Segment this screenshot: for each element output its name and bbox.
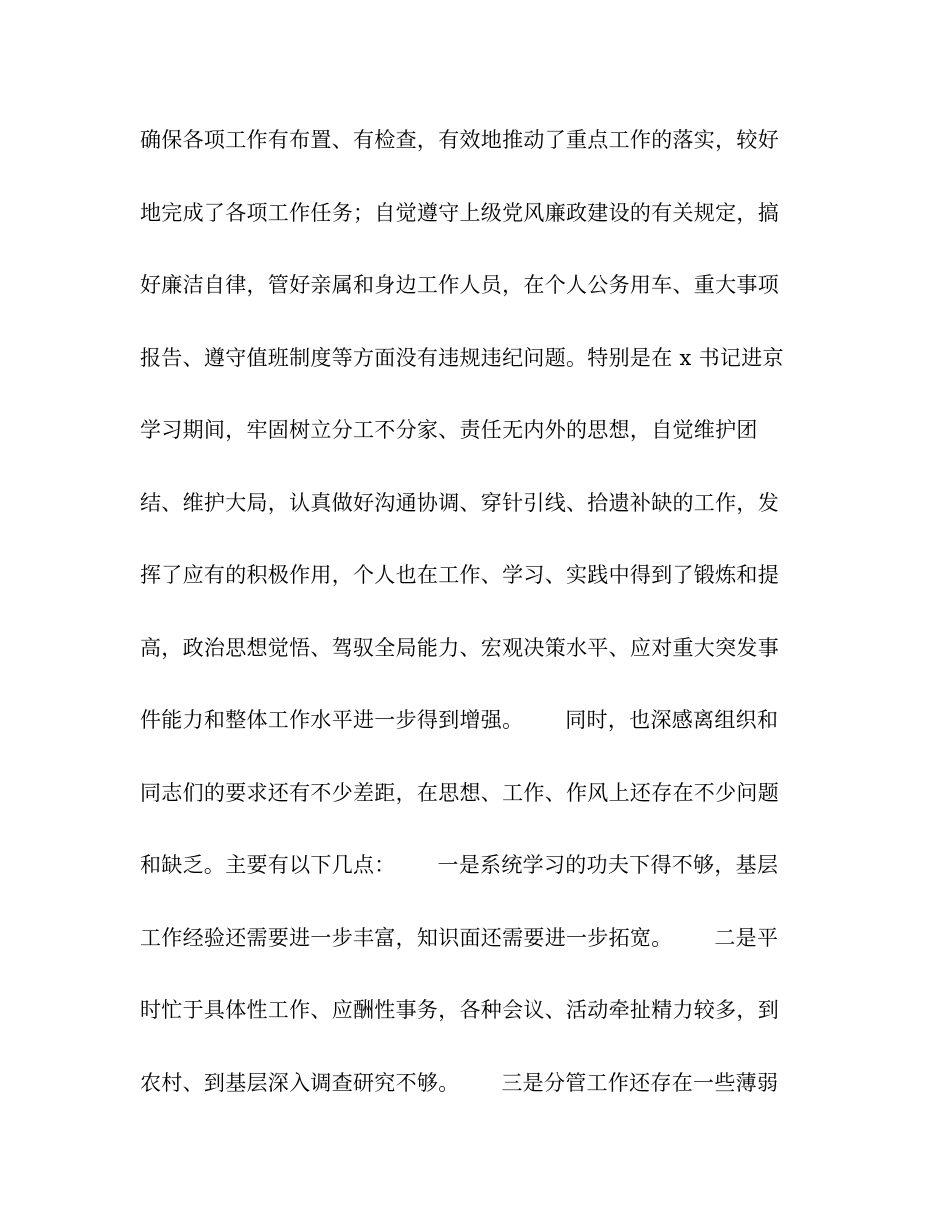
text-line: 地完成了各项工作任务；自觉遵守上级党风廉政建设的有关规定，搞 xyxy=(140,200,779,225)
text-line: 结、维护大局，认真做好沟通协调、穿针引线、拾遗补缺的工作，发 xyxy=(140,490,779,515)
text-line: 时忙于具体性工作、应酬性事务，各种会议、活动牵扯精力较多，到 xyxy=(140,998,779,1022)
text-line: 学习期间，牢固树立分工不分家、责任无内外的思想，自觉维护团 xyxy=(140,418,758,442)
text-line: 确保各项工作有布置、有检查，有效地推动了重点工作的落实，较好 xyxy=(140,128,779,152)
text-line: 农村、到基层深入调查研究不够。 三是分管工作还存在一些薄弱 xyxy=(140,1070,779,1095)
body-text xyxy=(140,118,800,1133)
text-line: 和缺乏。主要有以下几点： 一是系统学习的功夫下得不够，基层 xyxy=(140,853,779,877)
text-line: 高，政治思想觉悟、驾驭全局能力、宏观决策水平、应对重大突发事 xyxy=(140,635,779,660)
text-line: 件能力和整体工作水平进一步得到增强。 同时，也深感离组织和 xyxy=(140,708,779,732)
text-line: 报告、遵守值班制度等方面没有违规违纪问题。特别是在 x 书记进京 xyxy=(140,345,784,370)
text-line: 工作经验还需要进一步丰富，知识面还需要进一步拓宽。 二是平 xyxy=(140,925,779,950)
text-line: 挥了应有的积极作用，个人也在工作、学习、实践中得到了锻炼和提 xyxy=(140,563,779,587)
text-line: 同志们的要求还有不少差距，在思想、工作、作风上还存在不少问题 xyxy=(140,780,779,805)
text-line: 好廉洁自律，管好亲属和身边工作人员，在个人公务用车、重大事项 xyxy=(140,273,779,297)
